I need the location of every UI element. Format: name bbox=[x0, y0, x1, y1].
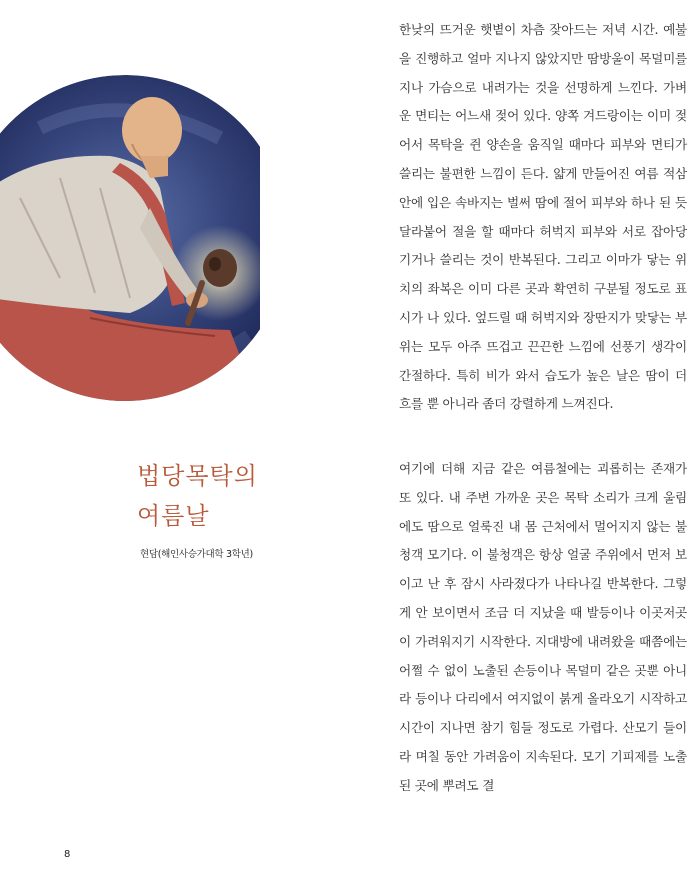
paragraph-1: 한낮의 뜨거운 햇볕이 차츰 잦아드는 저녁 시간. 예불을 진행하고 얼마 지나지 않았지만 땀방울이 목덜미를 지나 가슴으로 내려가는 것을 선명하게 느낀다. 가벼운 면티는 어느새 젖어 있다. 양쪽 겨드랑이는 이미 젖어서 목탁을 쥔 양손을 움직일 때마다 피부와 면티가 쓸리는 불편한 느낌이 든다. 얇게 만들어진 여름 적삼 안에 입은 속바지는 벌써 땀에 절어 피부와 하나 된 듯 달라붙어 절을 할 때마다 허벅지 피부와 서로 잡아당기거나 쓸리는 것이 반복된다. 그리고 이마가 닿는 위치의 좌복은 이미 다른 곳과 확연히 구분될 정도로 표시가 나 있다. 엎드릴 때 허벅지와 장딴지가 맞닿는 부위는 모두 아주 뜨겁고 끈끈한 느낌에 선풍기 생각이 간절하다. 특히 비가 와서 습도가 높은 날은 땀이 더 흐를 뿐 아니라 좀더 강렬하게 느껴진다. bbox=[399, 22, 687, 412]
title-line-1: 법당목탁의 bbox=[137, 462, 258, 490]
page-number: 8 bbox=[64, 849, 71, 860]
article-title bbox=[137, 456, 258, 536]
monk-illustration bbox=[0, 68, 260, 408]
paragraph-2: 여기에 더해 지금 같은 여름철에는 괴롭히는 존재가 또 있다. 내 주변 가까운 곳은 목탁 소리가 크게 울림에도 땀으로 얼룩진 내 몸 근처에서 멀어지지 않는 불청객 모기다. 이 불청객은 항상 얼굴 주위에서 먼저 보이고 난 후 잠시 사라졌다가 나타나길 반복한다. 그렇게 안 보이면서 조금 더 지났을 때 발등이나 이곳저곳이 가려워지기 시작한다. 지대방에 내려왔을 때쯤에는 어쩔 수 없이 노출된 손등이나 목덜미 같은 곳뿐 아니라 등이나 다리에서 여지없이 붉게 올라오기 시작하고 시간이 지나면 참기 힘들 정도로 가렵다. 산모기 들이라 며칠 동안 가려움이 지속된다. 모기 기피제를 노출된 곳에 뿌려도 결 bbox=[399, 461, 687, 793]
monk-head bbox=[122, 97, 182, 163]
body-column-part-2 bbox=[399, 455, 687, 801]
body-column-part-1 bbox=[399, 16, 687, 419]
title-line-2: 여름날 bbox=[137, 502, 210, 530]
byline: 현담(해인사승가대학 3학년) bbox=[140, 549, 253, 560]
illustration-monk-with-moktak bbox=[0, 68, 260, 408]
